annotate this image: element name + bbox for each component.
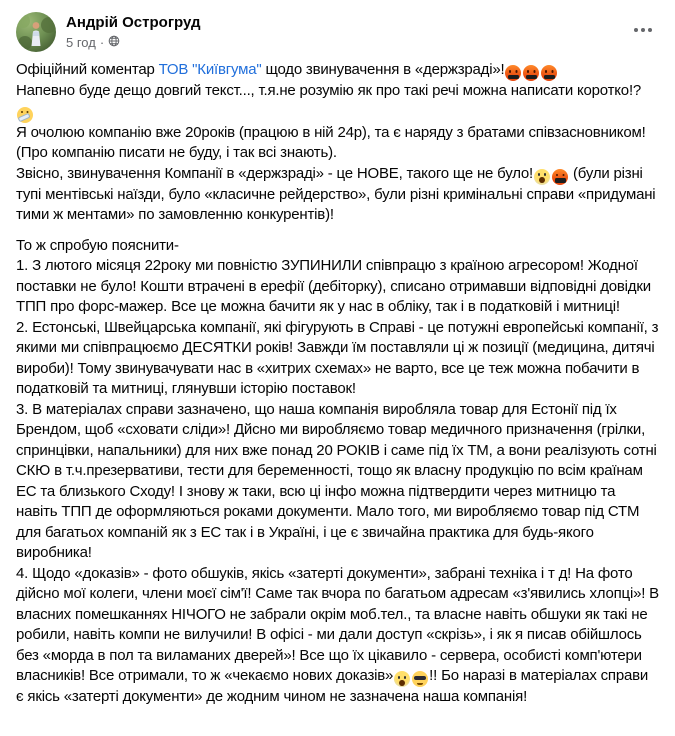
face-screaming-in-fear-emoji-icon xyxy=(534,169,550,185)
post-paragraph: 1. З лютого місяця 22року ми повністю ЗУПИНИЛИ співпрацю з країною агресором! Жодної поставки не було! Кошти втрачені в ерефії (дебіторку), списано отримавши відповідні довідки ТПП про форс-мажер. Все це можна бачити як у нас в обліку, так і в податковій і митниці! xyxy=(16,257,651,315)
author-name[interactable]: Андрій Острогруд xyxy=(66,14,201,31)
page-mention-link[interactable]: ТОВ "Київгума" xyxy=(158,61,262,78)
ellipsis-icon xyxy=(634,28,652,32)
post-paragraph: То ж спробую пояснити- xyxy=(16,236,179,254)
post-paragraph: Я очолюю компанію вже 20років (працюю в ній 24р), та є наряду з братами співзасновником! (Про компанію писати не буду, і так всі знають). xyxy=(16,123,646,161)
post-paragraph xyxy=(16,226,659,236)
post-meta-row xyxy=(66,34,627,51)
post-header-meta xyxy=(66,12,627,51)
meta-separator: · xyxy=(99,34,105,50)
face-with-symbols-on-mouth-emoji-icon xyxy=(523,65,539,81)
face-with-symbols-on-mouth-emoji-icon xyxy=(505,65,521,81)
timestamp-link[interactable]: 5 год xyxy=(66,34,96,50)
globe-public-icon xyxy=(108,35,120,51)
face-screaming-in-fear-emoji-icon xyxy=(394,671,410,687)
post-paragraph: Звісно, звинувачення Компанії в «держзраді» - це НОВЕ, такого ще не було! (були різні тупі ментівські наїзди, було «класичне рейдерство», були різні кримінальні справи «придумані тими ж ментами» по замовленню конкурентів)! xyxy=(16,164,656,223)
post-header xyxy=(0,0,675,58)
avatar[interactable] xyxy=(16,12,56,52)
face-with-symbols-on-mouth-emoji-icon xyxy=(552,169,568,185)
more-options-button[interactable] xyxy=(627,14,659,46)
face-with-thermometer-emoji-icon xyxy=(17,107,33,123)
post-paragraph: 4. Щодо «доказів» - фото обшуків, якісь «затерті документи», забрані техніка і т д! На фото дійсно мої колеги, члени моєї сім'ї! Саме так вчора по багатьом адресам «з'явились хлопці»! В власних помешканнях НІЧОГО не забрали окрім моб.тел., та власне навіть обшуки як такі не робили, навіть компи не вилучили! В офісі - ми дали доступ «скрізь», і як я писав обійшлось без «морда в пол та виламаних дверей»! Все що їх цікавило - сервера, особисті комп'ютери власників! Все отримали, то ж «чекаємо нових доказів» !! Бо наразі в матеріалах справи є якісь «затерті документи» де жодним чином не зазначена наша компанія! xyxy=(16,564,659,705)
avatar-image xyxy=(16,12,56,52)
post-paragraph: Офіційний коментар ТОВ "Київгума" щодо звинувачення в «держзраді»! xyxy=(16,60,659,81)
post-paragraph: 2. Естонські, Швейцарська компанії, які фігурують в Справі - це потужні европейські компанії, з якими ми співпрацюємо ДЕСЯТКИ років! Завжди їм поставляли ці ж позиції (медицина, дитячі вироби)! Тому звинувачувати нас в «хитрих схемах» не варто, все це теж можна побачити в податковій та митниці, глянувши історію поставок! xyxy=(16,318,659,397)
post-paragraph: 3. В матеріалах справи зазначено, що наша компанія виробляла товар для Естонії під їх Брендом, щоб «сховати сліди»! Дйсно ми виробляємо товар медичного призначення (грілки, спринцівки, напальники) для них вже понад 20 РОКІВ і саме під їх ТМ, а вони реалізують сотні СКЮ в т.ч.презервативи, тести для беременності, тощо як власну продукцію по всім країнам ЕС та близького Сходу! І знову ж таки, всю ці інфо можна підтвердити через митницю та навіть ТПП де оформляються роками документи. Мало того, ми виробляємо товар під СТМ для багатьох компаній як з ЕС так і в Україні, і це є звичайна практика для будь-якого виробника! xyxy=(16,400,657,561)
post-text xyxy=(0,58,675,716)
post-paragraph: Напевно буде дещо довгий текст..., т.я.не розумію як про такі речі можна написати коротко!? xyxy=(16,81,659,123)
smiling-face-with-sunglasses-emoji-icon xyxy=(412,671,428,687)
face-with-symbols-on-mouth-emoji-icon xyxy=(541,65,557,81)
